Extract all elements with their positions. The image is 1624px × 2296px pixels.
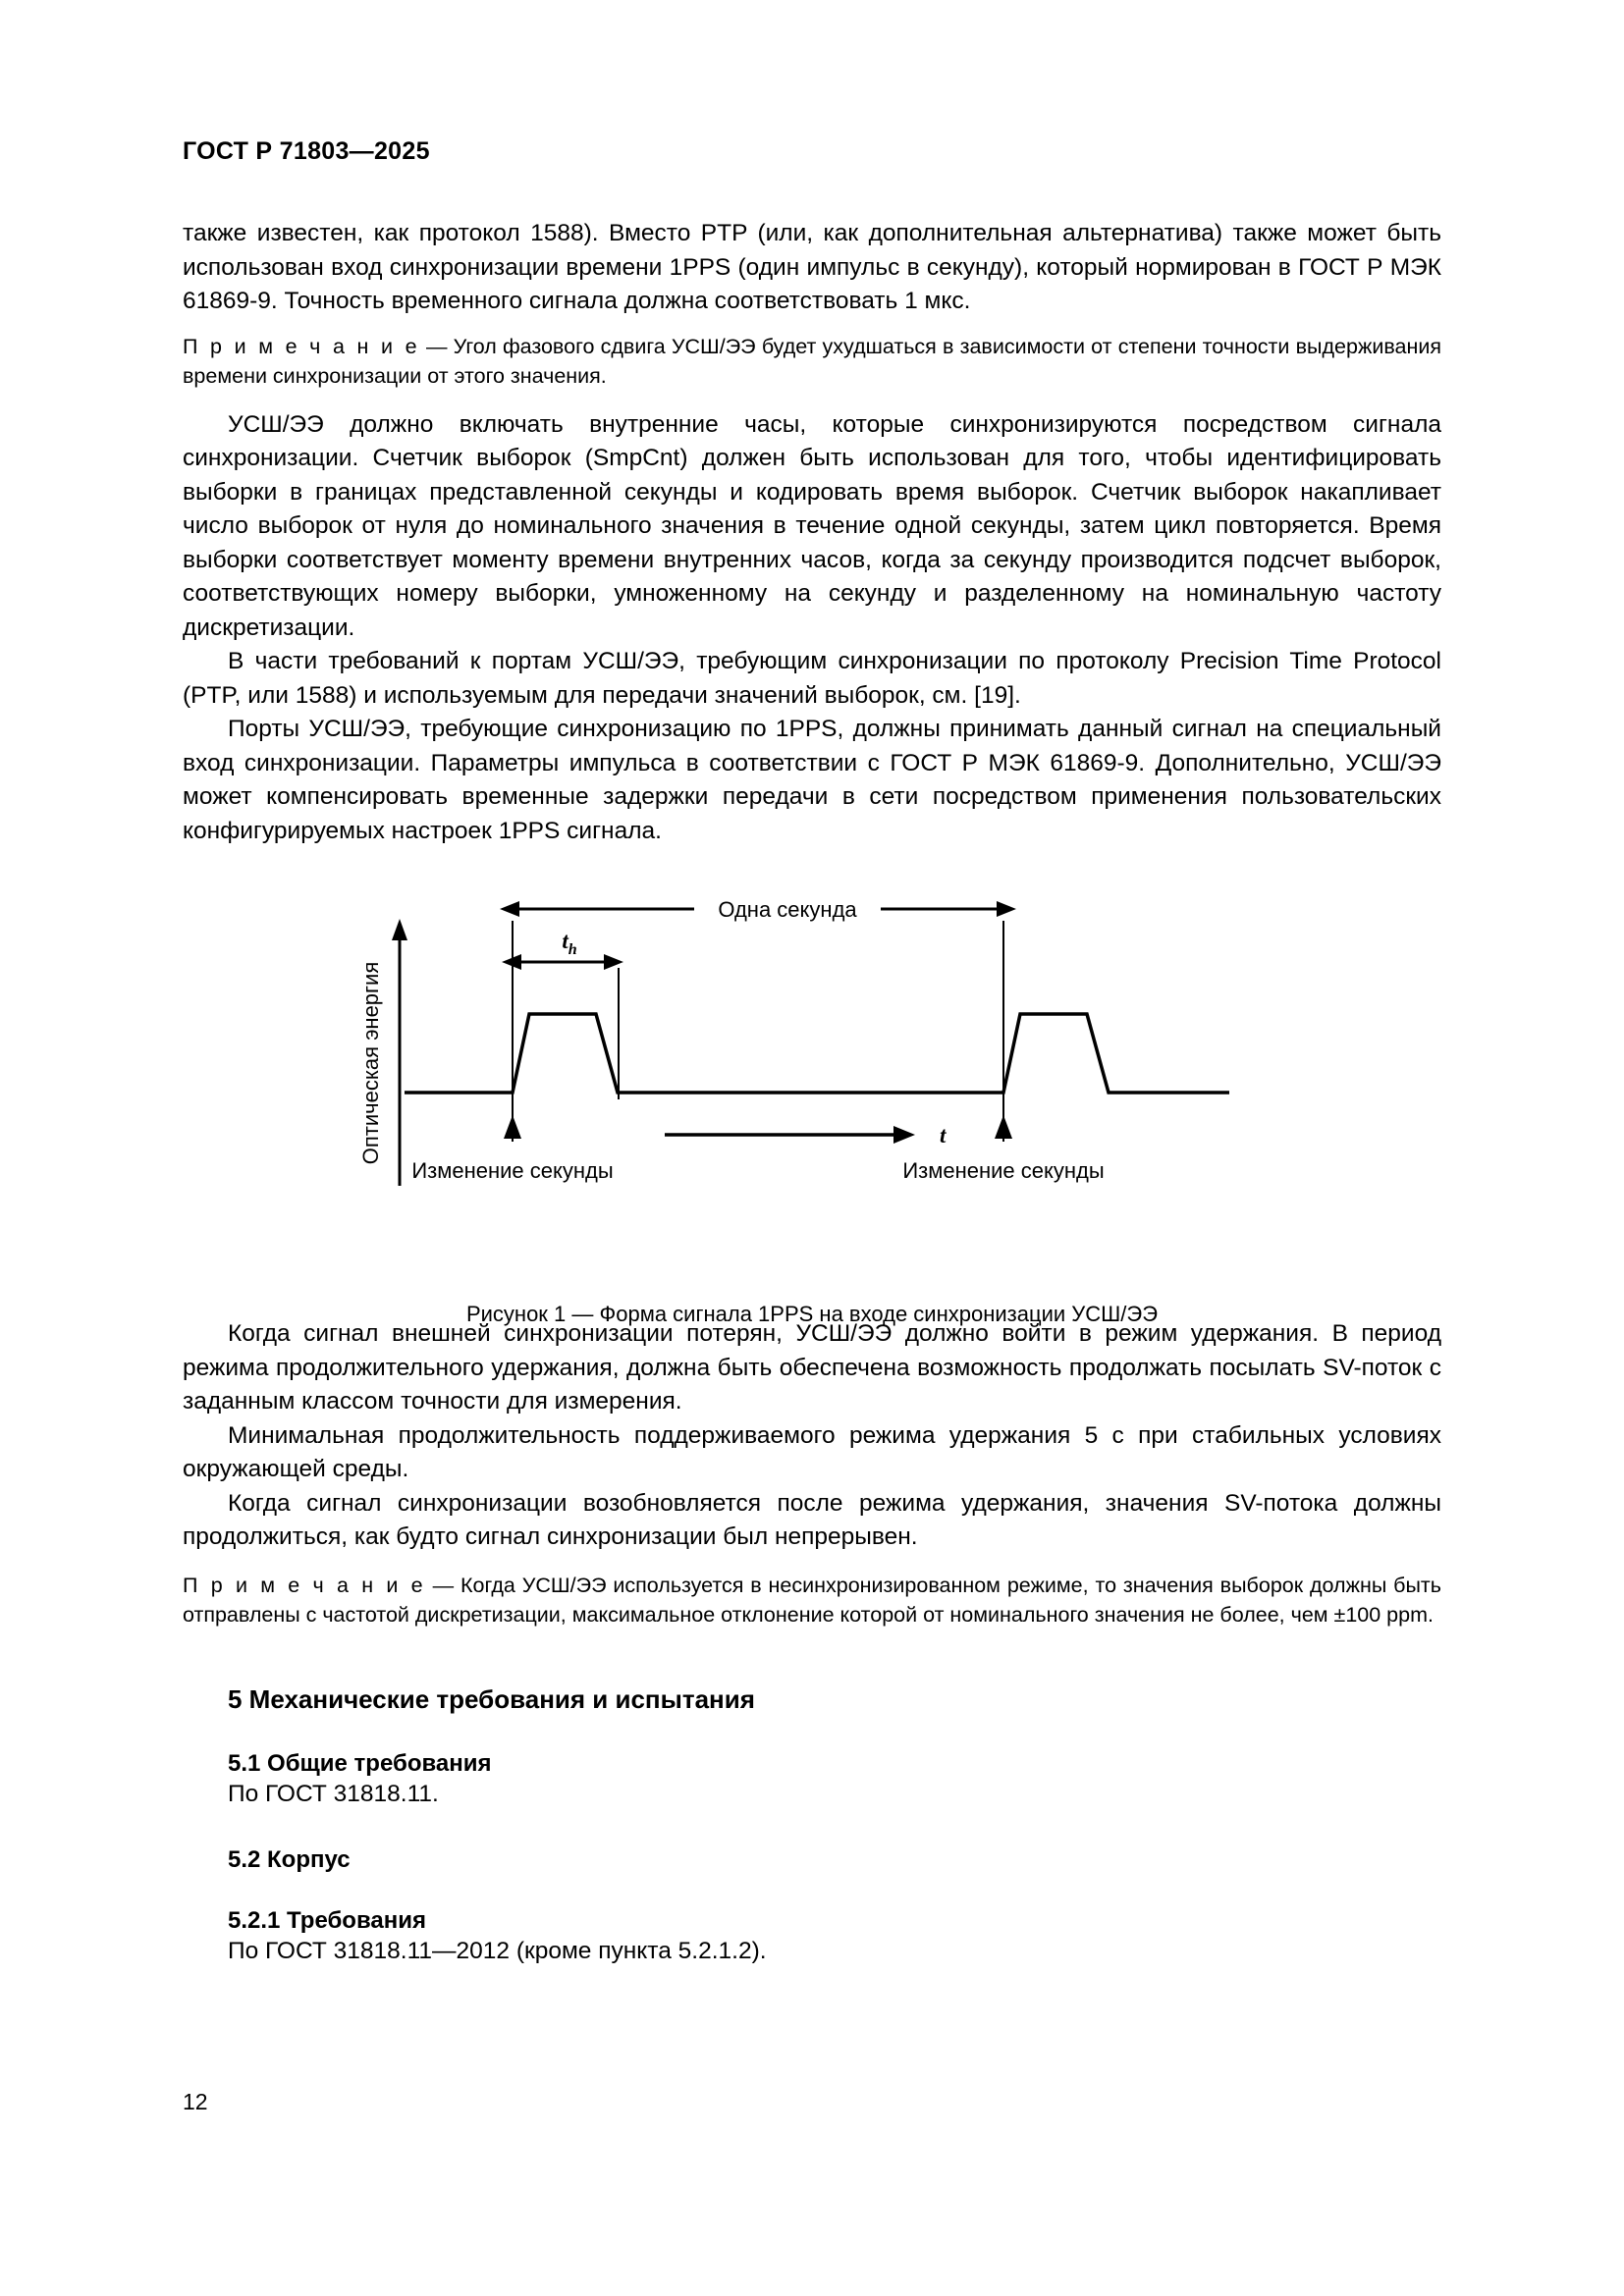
- page-number: 12: [183, 2089, 208, 2114]
- note-2: [183, 1571, 1441, 1629]
- one-second-right-arrow: [997, 901, 1016, 917]
- time-axis-arrowhead: [893, 1126, 915, 1144]
- paragraph-4: Порты УСШ/ЭЭ, требующие синхронизацию по 1PPS, должны принимать данный сигнал на специальный вход синхронизации. Параметры импульса в соответствии с ГОСТ Р МЭК 61869-9. Дополнительно, УСШ/ЭЭ может компенсировать временные задержки передачи в сети посредством применения пользовательских конфигурируемых настроек 1PPS сигнала.: [183, 716, 1441, 844]
- left-second-change-label: Изменение секунды: [411, 1158, 614, 1183]
- page-header-standard: ГОСТ Р 71803—2025: [183, 137, 430, 165]
- note-label: П р и м е ч а н и е: [183, 1573, 426, 1597]
- page-content: [183, 137, 1441, 1969]
- note-label: П р и м е ч а н и е: [183, 334, 420, 358]
- note-1: [183, 332, 1441, 391]
- section-5-1-title: 5.1 Общие требования: [228, 1749, 492, 1777]
- y-axis-arrowhead: [392, 919, 407, 940]
- pps-waveform-diagram: [272, 891, 1352, 1284]
- section-5-title: 5 Механические требования и испытания: [228, 1683, 755, 1714]
- th-label: $t_h$: [562, 929, 577, 958]
- right-second-change-arrowhead: [995, 1115, 1012, 1139]
- time-axis-label: t: [940, 1123, 947, 1148]
- left-second-change-arrowhead: [504, 1115, 521, 1139]
- one-second-left-arrow: [500, 901, 519, 917]
- y-axis-label: Оптическая энергия: [358, 961, 383, 1165]
- paragraph-1: также известен, как протокол 1588). Вместо PTP (или, как дополнительная альтернатива) также может быть использован вход синхронизации времени 1PPS (один импульс в секунду), который нормирован в ГОСТ Р МЭК 61869-9. Точность временного сигнала должна соответствовать 1 мкс.: [183, 220, 1441, 314]
- section-5-2-title: 5.2 Корпус: [228, 1846, 351, 1873]
- th-right-arrow: [604, 954, 623, 970]
- section-5-2-1-text: По ГОСТ 31818.11—2012 (кроме пункта 5.2.1.2).: [228, 1938, 767, 1964]
- paragraph-3: В части требований к портам УСШ/ЭЭ, требующим синхронизации по протоколу Precision Time Protocol (PTP, или 1588) и используемым для передачи значений выборок, см. [19].: [183, 648, 1441, 709]
- note-text: — Когда УСШ/ЭЭ используется в несинхронизированном режиме, то значения выборок должны быть отправлены с частотой дискретизации, максимальное отклонение которой от номинального значения не более, чем ±100 ppm.: [183, 1573, 1441, 1627]
- section-5-2-1-title: 5.2.1 Требования: [228, 1907, 427, 1934]
- paragraph-7: Когда сигнал синхронизации возобновляется после режима удержания, значения SV-потока должны продолжиться, как будто сигнал синхронизации был непрерывен.: [183, 1489, 1441, 1550]
- figure-caption: Рисунок 1 — Форма сигнала 1PPS на входе синхронизации УСШ/ЭЭ: [465, 1302, 1159, 1326]
- right-second-change-label: Изменение секунды: [902, 1158, 1105, 1183]
- paragraph-6: Минимальная продолжительность поддерживаемого режима удержания 5 с при стабильных условиях окружающей среды.: [183, 1421, 1441, 1482]
- paragraph-2: УСШ/ЭЭ должно включать внутренние часы, которые синхронизируются посредством сигнала синхронизации. Счетчик выборок (SmpCnt) должен быть использован для того, чтобы идентифицировать выборки в границах представленной секунды и кодировать время выборок. Счетчик выборок накапливает число выборок от нуля до номинального значения в течение одной секунды, затем цикл повторяется. Время выборки соответствует моменту времени внутренних часов, когда за секунду производится подсчет выборок, соответствующих номеру выборки, умноженному на секунду и разделенному на номинальную частоту дискретизации.: [183, 410, 1441, 641]
- one-second-label: Одна секунда: [718, 897, 857, 922]
- note-text: — Угол фазового сдвига УСШ/ЭЭ будет ухудшаться в зависимости от степени точности выдерживания времени синхронизации от этого значения.: [183, 334, 1442, 388]
- paragraph-5: Когда сигнал внешней синхронизации потерян, УСШ/ЭЭ должно войти в режим удержания. В период режима продолжительного удержания, должна быть обеспечена возможность продолжать посылать SV-поток с заданным классом точности для измерения.: [183, 1320, 1441, 1415]
- figure-1: [183, 891, 1441, 1326]
- pps-waveform-trace: [405, 1014, 1229, 1093]
- section-5-1-text: По ГОСТ 31818.11.: [228, 1780, 439, 1807]
